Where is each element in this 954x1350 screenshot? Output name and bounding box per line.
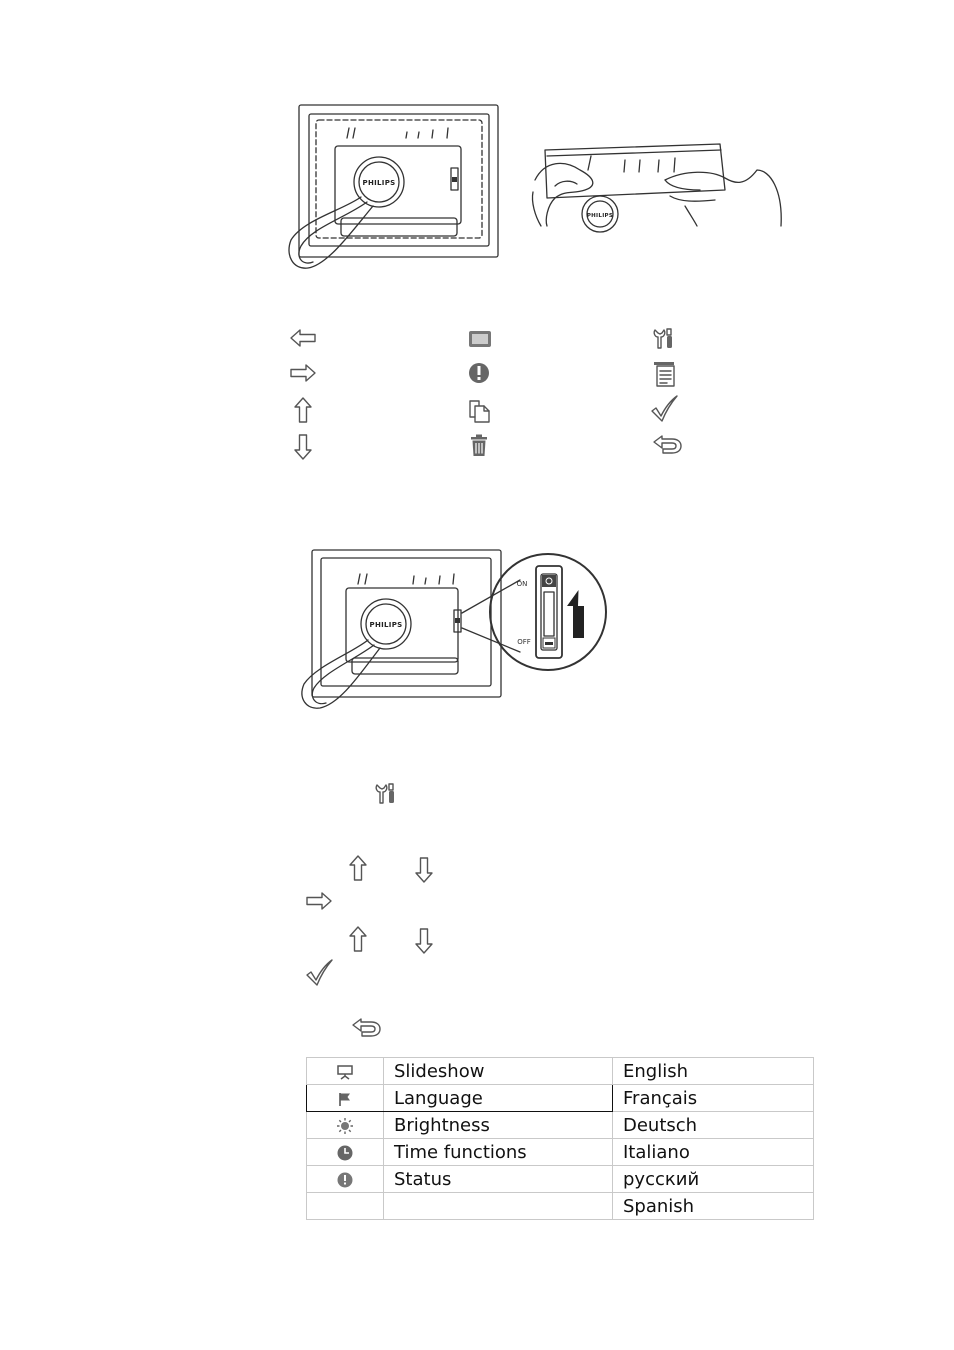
menu-row-status[interactable] — [307, 1166, 814, 1193]
menu-option-label: Status — [384, 1166, 613, 1193]
switch-on-label: ON — [516, 580, 528, 588]
menu-value-label[interactable]: Spanish — [613, 1193, 814, 1220]
flag-icon — [337, 1091, 353, 1107]
settings-tools-icon — [651, 326, 677, 352]
slideshow-screen-icon — [467, 329, 493, 349]
menu-value-label[interactable]: English — [613, 1058, 814, 1085]
svg-text:PHILIPS: PHILIPS — [586, 213, 614, 219]
frame-stand-illustration — [283, 100, 505, 275]
menu-row-time-functions[interactable] — [307, 1139, 814, 1166]
status-info-icon — [467, 361, 491, 385]
switch-off-label: OFF — [517, 638, 531, 646]
step-check-icon — [305, 958, 335, 988]
step-down-arrow-icon — [413, 856, 435, 884]
slideshow-icon — [336, 1064, 354, 1080]
power-switch-illustration — [294, 548, 612, 714]
svg-text:PHILIPS: PHILIPS — [369, 621, 403, 629]
down-arrow-icon — [292, 433, 314, 461]
menu-value-label[interactable]: Français — [613, 1085, 814, 1112]
settings-menu-table — [306, 1057, 814, 1220]
menu-option-label: Slideshow — [384, 1058, 613, 1085]
menu-row-slideshow[interactable] — [307, 1058, 814, 1085]
step-settings-icon — [373, 781, 399, 807]
up-arrow-icon — [292, 396, 314, 424]
clock-icon — [336, 1144, 354, 1162]
menu-option-label: Brightness — [384, 1112, 613, 1139]
menu-list-icon — [652, 360, 678, 388]
menu-row-language[interactable] — [307, 1085, 814, 1112]
right-arrow-icon — [288, 362, 318, 384]
menu-value-label[interactable]: Deutsch — [613, 1112, 814, 1139]
check-icon — [650, 394, 680, 424]
step-back-icon — [350, 1017, 382, 1039]
step-right-arrow-icon — [304, 890, 334, 912]
brightness-icon — [336, 1117, 354, 1135]
left-arrow-icon — [288, 327, 318, 349]
trash-icon — [468, 432, 490, 458]
back-return-icon — [651, 434, 683, 456]
menu-row-brightness[interactable] — [307, 1112, 814, 1139]
philips-logo: PHILIPS — [362, 179, 396, 187]
step-down-arrow-icon-2 — [413, 927, 435, 955]
menu-row-empty — [307, 1193, 814, 1220]
menu-option-label: Time functions — [384, 1139, 613, 1166]
status-icon — [336, 1171, 354, 1189]
step-up-arrow-icon-2 — [347, 925, 369, 953]
menu-value-label[interactable]: русский — [613, 1166, 814, 1193]
hands-holding-frame-illustration — [525, 140, 785, 228]
menu-value-label[interactable]: Italiano — [613, 1139, 814, 1166]
step-up-arrow-icon — [347, 854, 369, 882]
menu-option-label: Language — [384, 1085, 613, 1112]
copy-icon — [465, 397, 493, 425]
menu-option-label — [384, 1193, 613, 1220]
